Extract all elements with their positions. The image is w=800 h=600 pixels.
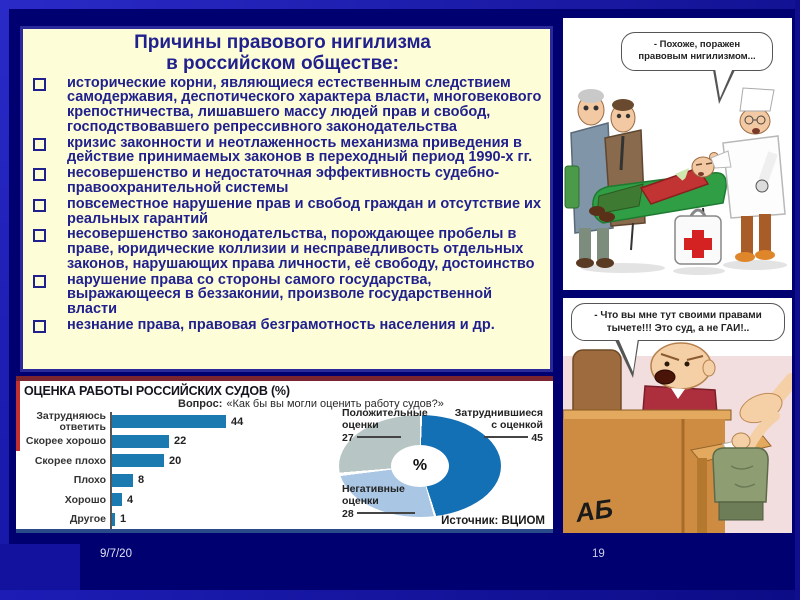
slide-edge-glow-left [0,0,9,600]
leader-line [484,436,528,438]
bullet-text: исторические корни, являющиеся естественным следствием самодержавия, деспотического характера власти, многовекового крепостничества, лишавшего массу людей прав и свобод, господствовавшего репрессивного законодательства [67,74,542,135]
bullet-square-icon [33,78,46,91]
bar-value: 1 [120,513,127,526]
slide-edge-glow-right [795,0,800,600]
list-item [23,227,542,271]
pie-value: 27 [342,431,354,444]
slide-title [23,32,542,75]
slide-title-line2: в российском обществе: [166,53,399,75]
bar [112,513,115,526]
list-item [23,273,542,317]
bar-chart [20,412,243,529]
bullet-text: несовершенство законодательства, порождающее пробелы в праве, юридические коллизии и несправедливость отдельных законов, нарушающих права личности, её свободу, достоинство [67,226,535,272]
bullet-text: несовершенство и недостаточная эффективность судебно-правоохранительной системы [67,165,500,196]
artist-signature: АБ [573,493,615,528]
leader-line [357,512,415,514]
pie-label-undecided: Затруднившиеся с оценкой 45 [454,407,543,444]
bullet-text: незнание права, правовая безграмотность населения и др. [67,317,495,334]
doctor-speech-bubble: - Похоже, поражен правовым нигилизмом... [621,32,773,71]
doctor-cap-icon [740,88,774,111]
chart-title: ОЦЕНКА РАБОТЫ РОССИЙСКИХ СУДОВ (%) [24,384,290,398]
pie-value: 28 [342,507,354,520]
bullet-square-icon [33,199,46,212]
bar [112,493,122,506]
bar-value: 22 [174,435,187,448]
bar-label: Скорее плохо [34,454,106,467]
bullet-text: повсеместное нарушение прав и свобод граждан и отсутствие их реальных гарантий [67,195,542,227]
chart-question-text: «Как бы вы могли оценить работу судов?» [226,398,444,410]
pie-label-positive: Положительные оценки 27 [342,407,428,444]
bullet-square-icon [33,275,46,288]
list-item [23,76,542,135]
donut-center-label: % [391,445,449,487]
bullet-text: кризис законности и неотлаженность механизма приведения в действие принимаемых законов в переходный период 1990-х гг. [67,134,533,166]
pie-value: 45 [531,431,543,444]
bar-row [20,471,243,491]
bar-row [20,490,243,510]
bar-value: 4 [127,493,134,506]
footer-page-number: 19 [592,548,605,560]
bullet-square-icon [33,168,46,181]
bullet-square-icon [33,229,46,242]
pie-label-negative: Негативные оценки 28 [342,483,418,520]
first-aid-bag-icon [675,210,721,264]
courts-survey-chart-panel [16,376,553,533]
list-item [23,197,542,227]
judge-cartoon [563,298,792,533]
list-item [23,136,542,166]
bar-row [20,432,243,452]
slide-title-line1: Причины правового нигилизма [134,32,431,53]
chart-source: Источник: ВЦИОМ [441,515,545,527]
bar-label: Затрудняюсь ответить [36,410,106,433]
onlooker-figures [565,89,645,268]
bullet-square-icon [33,138,46,151]
slide-corner-glow [0,544,80,590]
leader-line [357,436,401,438]
list-item [23,166,542,196]
bar-value: 20 [169,454,182,467]
content-box [20,26,553,372]
slide-edge-glow-top [0,0,800,9]
bar [112,454,164,467]
footer-date: 9/7/20 [100,548,132,560]
bar-value: 8 [138,474,145,487]
bar [112,415,226,428]
bullet-text: нарушение права со стороны самого государства, выражающееся в беззаконии, произволе государственной власти [67,271,493,318]
bar-label: Хорошо [64,493,106,506]
bar-label: Другое [69,513,106,525]
doctor-cartoon [563,18,792,290]
bar-label: Плохо [73,474,106,486]
bar-row [20,451,243,471]
bar [112,435,169,448]
bullet-list [23,76,542,333]
chart-question-label: Вопрос: [178,398,223,410]
bar-row [20,412,243,432]
judge-speech-bubble: - Что вы мне тут своими правами тычете!!! Это суд, а не ГАИ!.. [571,303,785,341]
bar-label: Скорее хорошо [25,435,106,447]
bar-row [20,510,243,530]
bar-value: 44 [231,415,244,428]
wristwatch-icon [756,180,768,192]
list-item [23,318,542,333]
bar [112,474,133,487]
bullet-square-icon [33,320,46,333]
slide-edge-glow-bottom [0,590,800,600]
